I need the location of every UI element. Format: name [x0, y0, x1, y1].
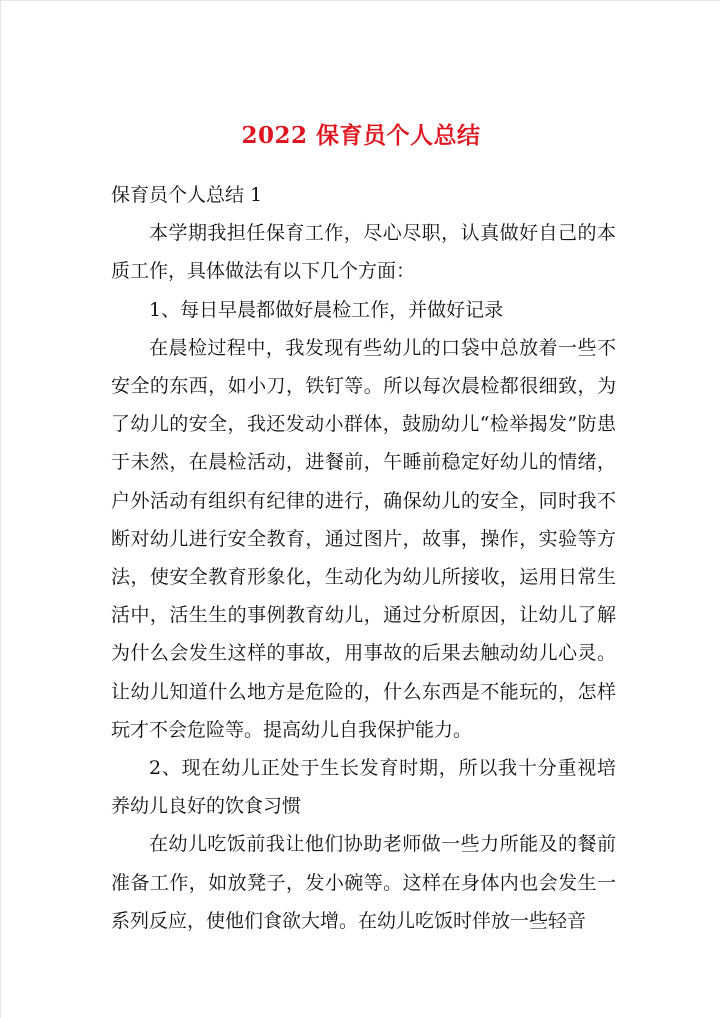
- paragraph: 在幼儿吃饭前我让他们协助老师做一些力所能及的餐前准备工作，如放凳子，发小碗等。这样在身体内也会发生一系列反应，使他们食欲大增。在幼儿吃饭时伴放一些轻音: [111, 833, 616, 932]
- list-item-heading: 1、每日早晨都做好晨检工作，并做好记录: [149, 298, 504, 321]
- document-body: [111, 176, 616, 940]
- paragraph: 在晨检过程中，我发现有些幼儿的口袋中总放着一些不安全的东西，如小刀，铁钉等。所以每次晨检都很细致，为了幼儿的安全，我还发动小群体，鼓励幼儿“检举揭发”防患于未然，在晨检活动，进餐前，午睡前稳定好幼儿的情绪，户外活动有组织有纪律的进行，确保幼儿的安全，同时我不断对幼儿进行安全教育，通过图片，故事，操作，实验等方法，使安全教育形象化，生动化为幼儿所接收，运用日常生活中，活生生的事例教育幼儿，通过分析原因，让幼儿了解为什么会发生这样的事故，用事故的后果去触动幼儿心灵。让幼儿知道什么地方是危险的，什么东西是不能玩的，怎样玩才不会危险等。提高幼儿自我保护能力。: [111, 336, 616, 741]
- section-heading: 保育员个人总结 1: [111, 184, 263, 206]
- list-item-heading: 2、现在幼儿正处于生长发育时期，所以我十分重视培养幼儿良好的饮食习惯: [111, 757, 616, 818]
- paragraph: 本学期我担任保育工作，尽心尽职，认真做好自己的本质工作，具体做法有以下几个方面：: [111, 222, 616, 283]
- document-title: 2022 保育员个人总结: [241, 122, 481, 149]
